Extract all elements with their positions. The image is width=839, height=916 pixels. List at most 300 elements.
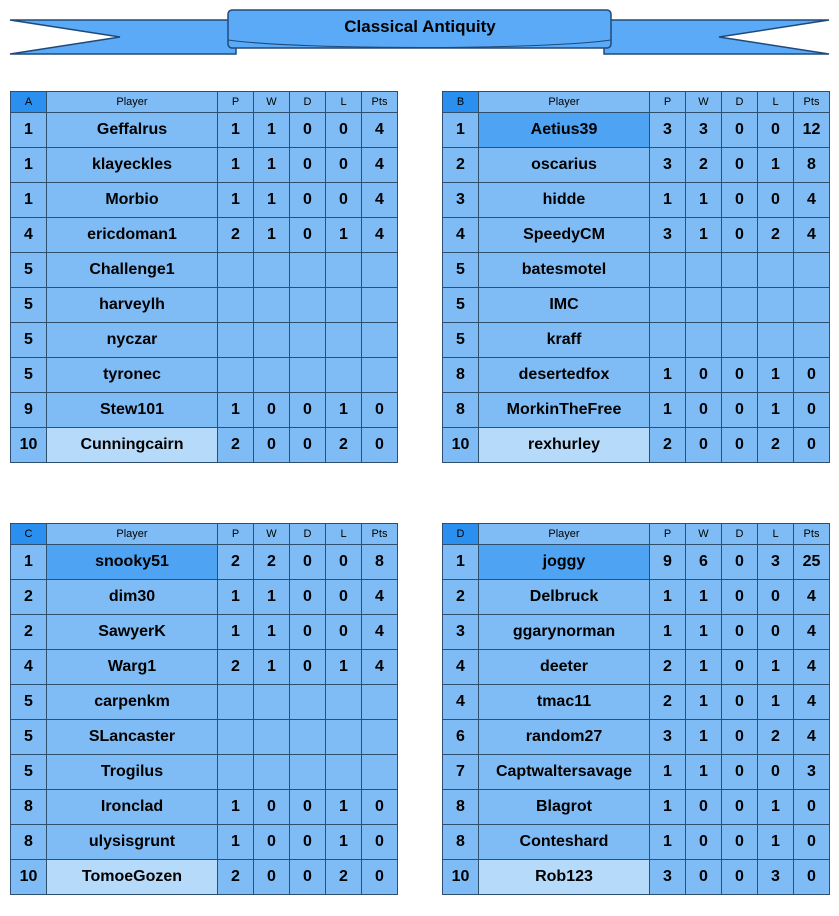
- played-header: P: [650, 524, 686, 545]
- rank-cell: 5: [11, 685, 47, 720]
- lost-cell: [326, 720, 362, 755]
- table-row: [443, 393, 830, 428]
- points-cell: [794, 323, 830, 358]
- table-row: [443, 323, 830, 358]
- rank-cell: 1: [11, 148, 47, 183]
- table-row: [443, 428, 830, 463]
- player-name-cell: nyczar: [47, 323, 218, 358]
- played-cell: [218, 323, 254, 358]
- rank-cell: 5: [11, 323, 47, 358]
- points-header: Pts: [362, 524, 398, 545]
- played-cell: 3: [650, 148, 686, 183]
- table-row: [443, 358, 830, 393]
- won-cell: 1: [686, 720, 722, 755]
- won-cell: [686, 253, 722, 288]
- rank-cell: 4: [443, 650, 479, 685]
- won-header: W: [686, 524, 722, 545]
- played-header: P: [218, 524, 254, 545]
- drawn-cell: 0: [290, 580, 326, 615]
- lost-cell: 0: [326, 113, 362, 148]
- table-row: [443, 755, 830, 790]
- rank-cell: 5: [11, 253, 47, 288]
- played-cell: 1: [650, 615, 686, 650]
- won-cell: [254, 720, 290, 755]
- won-cell: [254, 253, 290, 288]
- table-row: [11, 148, 398, 183]
- lost-cell: 0: [326, 148, 362, 183]
- header-row: [11, 92, 398, 113]
- lost-cell: 0: [758, 113, 794, 148]
- won-header: W: [254, 92, 290, 113]
- rank-cell: 2: [443, 580, 479, 615]
- table-row: [11, 755, 398, 790]
- player-name-cell: batesmotel: [479, 253, 650, 288]
- points-header: Pts: [362, 92, 398, 113]
- drawn-cell: 0: [722, 393, 758, 428]
- played-header: P: [218, 92, 254, 113]
- lost-cell: 0: [326, 580, 362, 615]
- rank-cell: 4: [443, 218, 479, 253]
- player-name-cell: ericdoman1: [47, 218, 218, 253]
- points-cell: 4: [794, 615, 830, 650]
- rank-cell: 5: [11, 288, 47, 323]
- won-cell: 2: [686, 148, 722, 183]
- group-table-c: [10, 523, 398, 895]
- table-row: [11, 650, 398, 685]
- drawn-cell: 0: [290, 428, 326, 463]
- rank-cell: 4: [443, 685, 479, 720]
- drawn-header: D: [722, 524, 758, 545]
- page-title: Classical Antiquity: [344, 17, 496, 36]
- rank-cell: 8: [443, 393, 479, 428]
- won-cell: 1: [686, 580, 722, 615]
- played-cell: [218, 755, 254, 790]
- lost-cell: 1: [326, 393, 362, 428]
- won-cell: [254, 755, 290, 790]
- table-row: [11, 545, 398, 580]
- points-cell: 25: [794, 545, 830, 580]
- player-name-cell: Warg1: [47, 650, 218, 685]
- drawn-header: D: [290, 524, 326, 545]
- lost-cell: 1: [758, 393, 794, 428]
- played-cell: 1: [650, 393, 686, 428]
- rank-cell: 5: [443, 323, 479, 358]
- rank-cell: 2: [11, 580, 47, 615]
- rank-cell: 4: [11, 650, 47, 685]
- drawn-cell: 0: [722, 545, 758, 580]
- rank-cell: 3: [443, 183, 479, 218]
- lost-cell: 2: [326, 428, 362, 463]
- drawn-cell: 0: [722, 615, 758, 650]
- drawn-cell: 0: [722, 148, 758, 183]
- table-row: [11, 685, 398, 720]
- player-name-cell: Morbio: [47, 183, 218, 218]
- lost-cell: 2: [326, 860, 362, 895]
- lost-cell: 1: [758, 825, 794, 860]
- player-name-cell: random27: [479, 720, 650, 755]
- table-row: [443, 685, 830, 720]
- drawn-cell: [290, 755, 326, 790]
- lost-cell: [326, 288, 362, 323]
- points-cell: 4: [794, 685, 830, 720]
- won-cell: [254, 685, 290, 720]
- player-name-cell: Conteshard: [479, 825, 650, 860]
- drawn-cell: 0: [290, 393, 326, 428]
- table-row: [11, 113, 398, 148]
- drawn-cell: 0: [290, 113, 326, 148]
- won-header: W: [254, 524, 290, 545]
- played-cell: [650, 253, 686, 288]
- player-name-cell: Rob123: [479, 860, 650, 895]
- lost-cell: 1: [758, 650, 794, 685]
- drawn-cell: [290, 323, 326, 358]
- played-cell: [218, 253, 254, 288]
- points-cell: 4: [362, 650, 398, 685]
- player-header: Player: [479, 524, 650, 545]
- rank-cell: 8: [443, 358, 479, 393]
- lost-cell: [758, 323, 794, 358]
- points-cell: [362, 358, 398, 393]
- drawn-cell: 0: [722, 790, 758, 825]
- points-cell: 4: [362, 148, 398, 183]
- table-row: [11, 253, 398, 288]
- drawn-cell: [290, 720, 326, 755]
- won-cell: 0: [686, 358, 722, 393]
- table-row: [11, 183, 398, 218]
- rank-cell: 1: [11, 183, 47, 218]
- rank-cell: 5: [11, 358, 47, 393]
- points-cell: [362, 720, 398, 755]
- player-name-cell: Challenge1: [47, 253, 218, 288]
- group-letter: B: [443, 92, 479, 113]
- points-cell: 4: [362, 218, 398, 253]
- won-cell: 1: [254, 650, 290, 685]
- drawn-header: D: [722, 92, 758, 113]
- table-row: [11, 615, 398, 650]
- points-cell: 0: [794, 860, 830, 895]
- player-name-cell: SawyerK: [47, 615, 218, 650]
- points-cell: [362, 323, 398, 358]
- points-cell: 4: [794, 720, 830, 755]
- won-cell: 0: [254, 825, 290, 860]
- group-letter: D: [443, 524, 479, 545]
- table-row: [443, 825, 830, 860]
- rank-cell: 8: [11, 825, 47, 860]
- rank-cell: 3: [443, 615, 479, 650]
- rank-cell: 7: [443, 755, 479, 790]
- rank-cell: 1: [11, 545, 47, 580]
- lost-cell: 1: [758, 148, 794, 183]
- table-row: [11, 580, 398, 615]
- lost-cell: 1: [758, 790, 794, 825]
- table-row: [443, 113, 830, 148]
- rank-cell: 8: [443, 790, 479, 825]
- group-table-d: [442, 523, 830, 895]
- played-header: P: [650, 92, 686, 113]
- drawn-cell: 0: [722, 825, 758, 860]
- won-cell: 1: [686, 218, 722, 253]
- table-row: [443, 615, 830, 650]
- rank-cell: 5: [443, 253, 479, 288]
- points-cell: 12: [794, 113, 830, 148]
- drawn-cell: [722, 253, 758, 288]
- player-name-cell: rexhurley: [479, 428, 650, 463]
- drawn-cell: 0: [290, 825, 326, 860]
- player-name-cell: SLancaster: [47, 720, 218, 755]
- table-row: [443, 650, 830, 685]
- won-cell: 1: [254, 218, 290, 253]
- won-cell: 0: [254, 428, 290, 463]
- rank-cell: 5: [11, 755, 47, 790]
- player-name-cell: tmac11: [479, 685, 650, 720]
- player-header: Player: [479, 92, 650, 113]
- table-row: [11, 720, 398, 755]
- rank-cell: 1: [11, 113, 47, 148]
- rank-cell: 10: [11, 428, 47, 463]
- drawn-cell: [290, 288, 326, 323]
- rank-cell: 10: [11, 860, 47, 895]
- played-cell: 1: [218, 580, 254, 615]
- player-name-cell: ulysisgrunt: [47, 825, 218, 860]
- player-name-cell: snooky51: [47, 545, 218, 580]
- played-cell: 1: [650, 790, 686, 825]
- points-cell: 0: [362, 790, 398, 825]
- drawn-cell: 0: [290, 650, 326, 685]
- rank-cell: 9: [11, 393, 47, 428]
- player-name-cell: Captwaltersavage: [479, 755, 650, 790]
- lost-cell: 0: [326, 183, 362, 218]
- drawn-cell: 0: [722, 428, 758, 463]
- played-cell: 1: [218, 183, 254, 218]
- won-cell: 2: [254, 545, 290, 580]
- played-cell: 3: [650, 113, 686, 148]
- rank-cell: 8: [443, 825, 479, 860]
- points-cell: [794, 253, 830, 288]
- won-cell: 1: [254, 580, 290, 615]
- played-cell: [218, 358, 254, 393]
- points-cell: 8: [362, 545, 398, 580]
- player-name-cell: ggarynorman: [479, 615, 650, 650]
- table-row: [443, 545, 830, 580]
- player-name-cell: Cunningcairn: [47, 428, 218, 463]
- won-cell: [254, 288, 290, 323]
- table-row: [443, 288, 830, 323]
- player-name-cell: Geffalrus: [47, 113, 218, 148]
- lost-cell: 1: [758, 358, 794, 393]
- lost-cell: 1: [326, 825, 362, 860]
- player-name-cell: Blagrot: [479, 790, 650, 825]
- points-cell: [362, 253, 398, 288]
- points-cell: 4: [362, 113, 398, 148]
- table-row: [11, 218, 398, 253]
- rank-cell: 10: [443, 428, 479, 463]
- header-row: [443, 524, 830, 545]
- won-cell: [254, 323, 290, 358]
- played-cell: [218, 288, 254, 323]
- player-name-cell: tyronec: [47, 358, 218, 393]
- lost-cell: 0: [326, 545, 362, 580]
- won-cell: 1: [686, 755, 722, 790]
- played-cell: [218, 685, 254, 720]
- banner-right-tail: [604, 20, 829, 54]
- played-cell: 9: [650, 545, 686, 580]
- player-header: Player: [47, 92, 218, 113]
- lost-header: L: [326, 524, 362, 545]
- player-name-cell: hidde: [479, 183, 650, 218]
- drawn-cell: [722, 323, 758, 358]
- table-row: [443, 720, 830, 755]
- player-name-cell: Stew101: [47, 393, 218, 428]
- points-header: Pts: [794, 92, 830, 113]
- player-name-cell: joggy: [479, 545, 650, 580]
- points-cell: [794, 288, 830, 323]
- played-cell: 2: [218, 860, 254, 895]
- table-row: [11, 860, 398, 895]
- rank-cell: 2: [443, 148, 479, 183]
- table-row: [11, 428, 398, 463]
- lost-cell: 1: [758, 685, 794, 720]
- table-row: [443, 183, 830, 218]
- points-cell: 0: [794, 428, 830, 463]
- lost-cell: [326, 358, 362, 393]
- player-name-cell: Trogilus: [47, 755, 218, 790]
- player-name-cell: carpenkm: [47, 685, 218, 720]
- player-name-cell: harveylh: [47, 288, 218, 323]
- points-cell: 4: [362, 580, 398, 615]
- played-cell: [218, 720, 254, 755]
- points-cell: 0: [794, 825, 830, 860]
- drawn-cell: 0: [722, 580, 758, 615]
- played-cell: 3: [650, 860, 686, 895]
- points-cell: 3: [794, 755, 830, 790]
- played-cell: 1: [650, 825, 686, 860]
- drawn-cell: [722, 288, 758, 323]
- lost-cell: 1: [326, 650, 362, 685]
- lost-cell: [758, 253, 794, 288]
- won-cell: 1: [686, 615, 722, 650]
- won-cell: 0: [686, 860, 722, 895]
- won-cell: 0: [686, 428, 722, 463]
- lost-cell: [326, 755, 362, 790]
- rank-cell: 10: [443, 860, 479, 895]
- played-cell: 3: [650, 218, 686, 253]
- drawn-cell: 0: [722, 183, 758, 218]
- lost-cell: 3: [758, 545, 794, 580]
- won-cell: 0: [254, 393, 290, 428]
- points-cell: 0: [794, 393, 830, 428]
- won-cell: 1: [254, 113, 290, 148]
- drawn-cell: 0: [290, 860, 326, 895]
- points-cell: 4: [794, 650, 830, 685]
- lost-cell: 2: [758, 428, 794, 463]
- rank-cell: 1: [443, 545, 479, 580]
- won-cell: 6: [686, 545, 722, 580]
- points-cell: 4: [794, 183, 830, 218]
- drawn-header: D: [290, 92, 326, 113]
- lost-cell: 3: [758, 860, 794, 895]
- points-cell: 4: [362, 615, 398, 650]
- won-cell: 0: [686, 790, 722, 825]
- played-cell: 1: [218, 393, 254, 428]
- lost-cell: 0: [758, 615, 794, 650]
- drawn-cell: 0: [290, 615, 326, 650]
- drawn-cell: 0: [722, 113, 758, 148]
- table-row: [443, 148, 830, 183]
- table-row: [443, 790, 830, 825]
- won-header: W: [686, 92, 722, 113]
- drawn-cell: 0: [290, 790, 326, 825]
- lost-cell: 0: [758, 183, 794, 218]
- played-cell: 2: [218, 218, 254, 253]
- lost-cell: 0: [758, 755, 794, 790]
- points-cell: 0: [794, 358, 830, 393]
- drawn-cell: 0: [290, 218, 326, 253]
- table-row: [11, 358, 398, 393]
- won-cell: 1: [686, 183, 722, 218]
- player-name-cell: desertedfox: [479, 358, 650, 393]
- player-name-cell: Aetius39: [479, 113, 650, 148]
- lost-cell: [326, 253, 362, 288]
- points-cell: 0: [362, 825, 398, 860]
- drawn-cell: 0: [722, 650, 758, 685]
- points-cell: [362, 685, 398, 720]
- points-cell: [362, 288, 398, 323]
- player-header: Player: [47, 524, 218, 545]
- group-table-b: [442, 91, 830, 463]
- rank-cell: 5: [11, 720, 47, 755]
- played-cell: 2: [218, 650, 254, 685]
- table-row: [11, 288, 398, 323]
- points-cell: 4: [794, 580, 830, 615]
- played-cell: 1: [218, 790, 254, 825]
- table-row: [11, 323, 398, 358]
- points-cell: 8: [794, 148, 830, 183]
- played-cell: 2: [218, 545, 254, 580]
- won-cell: 1: [254, 183, 290, 218]
- group-letter: A: [11, 92, 47, 113]
- player-name-cell: TomoeGozen: [47, 860, 218, 895]
- player-name-cell: Ironclad: [47, 790, 218, 825]
- lost-header: L: [758, 524, 794, 545]
- drawn-cell: 0: [722, 685, 758, 720]
- table-row: [443, 860, 830, 895]
- played-cell: [650, 288, 686, 323]
- player-name-cell: MorkinTheFree: [479, 393, 650, 428]
- drawn-cell: 0: [722, 860, 758, 895]
- header-row: [443, 92, 830, 113]
- rank-cell: 4: [11, 218, 47, 253]
- played-cell: 2: [650, 428, 686, 463]
- player-name-cell: dim30: [47, 580, 218, 615]
- rank-cell: 5: [443, 288, 479, 323]
- table-row: [11, 790, 398, 825]
- points-cell: 0: [362, 860, 398, 895]
- header-row: [11, 524, 398, 545]
- played-cell: 2: [650, 685, 686, 720]
- player-name-cell: SpeedyCM: [479, 218, 650, 253]
- played-cell: 1: [650, 755, 686, 790]
- lost-cell: 2: [758, 720, 794, 755]
- rank-cell: 2: [11, 615, 47, 650]
- player-name-cell: kraff: [479, 323, 650, 358]
- won-cell: 0: [686, 393, 722, 428]
- lost-cell: 0: [758, 580, 794, 615]
- lost-cell: 0: [326, 615, 362, 650]
- played-cell: 2: [650, 650, 686, 685]
- group-letter: C: [11, 524, 47, 545]
- drawn-cell: 0: [722, 218, 758, 253]
- points-cell: 4: [362, 183, 398, 218]
